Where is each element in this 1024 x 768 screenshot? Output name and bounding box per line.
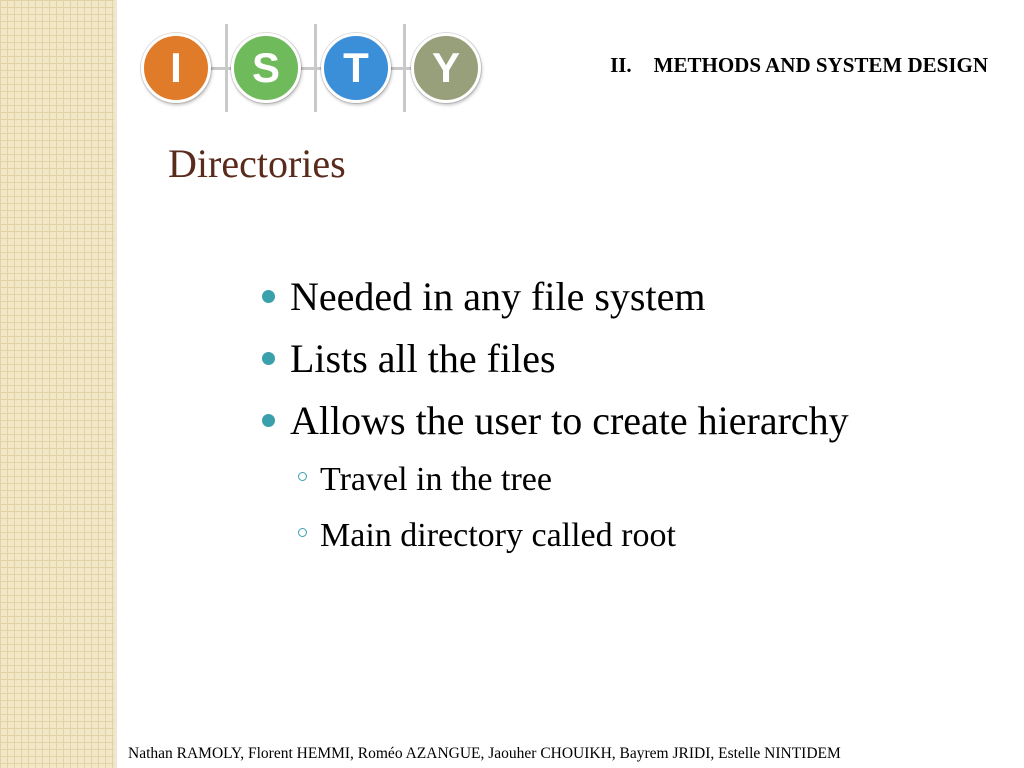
sidebar-divider [114,0,117,768]
slide-title: Directories [168,141,346,186]
section-title: METHODS AND SYSTEM DESIGN [653,53,988,77]
bullet-list [258,270,998,568]
sub-bullet-item [258,456,998,512]
logo-letter-t: T [321,33,391,103]
bullet-dot-icon [262,352,275,365]
bullet-item [258,394,998,456]
logo-letter-y: Y [411,33,481,103]
bullet-text: Lists all the files [290,336,556,381]
section-number: II. [610,53,632,77]
bullet-item [258,332,998,394]
sub-bullet-ring-icon [298,472,307,481]
sub-bullet-text: Travel in the tree [320,461,552,498]
bullet-text: Allows the user to create hierarchy [290,398,849,443]
logo-letter-i: I [141,33,211,103]
footer-authors: Nathan RAMOLY, Florent HEMMI, Roméo AZANGUE, Jaouher CHOUIKH, Bayrem JRIDI, Estelle NINTIDEM [128,745,841,762]
sidebar-pattern [0,0,114,768]
bullet-dot-icon [262,414,275,427]
bullet-dot-icon [262,290,275,303]
isty-logo [138,22,484,114]
logo-letter-s: S [231,33,301,103]
bullet-item [258,270,998,332]
sub-bullet-ring-icon [298,528,307,537]
section-header [610,53,988,78]
sub-bullet-text: Main directory called root [320,517,676,554]
sub-bullet-item [258,512,998,568]
bullet-text: Needed in any file system [290,274,706,319]
